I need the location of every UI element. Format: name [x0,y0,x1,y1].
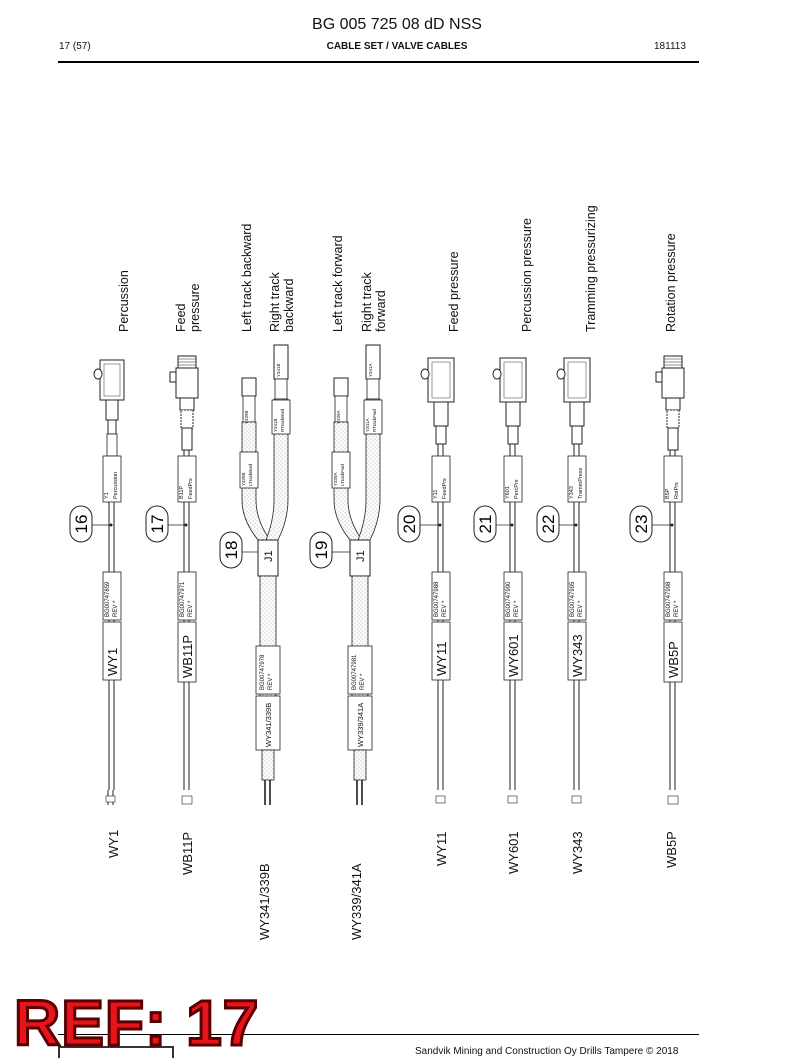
id-label-wy343: WY343 [570,634,585,677]
document-date: 181113 [654,41,686,52]
valve-desc-b11p: FeedPrs [188,478,194,499]
valve-label-y343: Y343 [569,486,575,499]
callout-23-text: 23 [632,514,651,534]
callout-19 [310,532,350,568]
cable-wy343 [557,358,590,803]
valve-label-y339a: Y339A [336,410,341,424]
valve-title-y339a: Y339A [333,472,338,486]
id-label-wy341-339b: WY341/339B [264,702,273,747]
part-no-wy601: BG00747990 [506,581,512,617]
junction-label-19: J1 [355,550,367,562]
valve-label-y601: Y601 [505,486,511,499]
valve-title-y339b: Y339B [241,472,246,486]
callout-23 [630,506,674,542]
part-no-wy1: BG00747859 [105,581,111,617]
valve-desc-y341b: RTrackBwd [280,408,285,432]
valve-label-y339b: Y339B [244,410,249,424]
callout-16 [70,506,113,542]
part-no-wy339-341a: BG00747981 [352,654,358,690]
footer-copyright: Sandvik Mining and Construction Oy Drills Tampere © 2018 [415,1046,679,1057]
valve-desc-y339a: LTrackFwd [340,464,345,486]
function-label-right-track-backward-text: Right track backward [268,272,296,332]
callout-16-text: 16 [72,514,91,534]
rev-wy601: REV * [514,600,520,617]
valve-label-b11p: B11P [179,485,185,499]
function-label-wy1: Percussion [117,270,131,332]
junction-label-18: J1 [263,550,275,562]
bottom-name-wy1: WY1 [106,829,121,858]
valve-desc-y601: PercPrs [514,479,520,499]
valve-desc-y343: TrammPress [578,467,584,499]
id-label-wb11p: WB11P [180,634,195,678]
section-title: CABLE SET / VALVE CABLES [326,41,468,52]
rev-wy341-339b: REV * [268,673,274,690]
function-label-wy11: Feed pressure [447,251,461,332]
bottom-name-wy339-341a: WY339/341A [349,863,364,940]
rev-wb5p: REV * [674,600,680,617]
bottom-name-wb11p: WB11P [180,831,195,875]
page-number: 17 (57) [59,41,91,52]
valve-desc-y11: FeedPrs [442,478,448,499]
valve-label-y11: Y11 [433,489,439,499]
callout-18 [220,532,258,568]
id-label-wy339-341a: WY339/341A [356,702,365,747]
part-no-wy11: BG00747988 [434,581,440,617]
rev-wb11p: REV * [188,600,194,617]
function-label-wy343: Tramming pressurizing [584,205,598,332]
cable-wb11p [170,356,198,804]
bottom-name-wy601: WY601 [506,831,521,874]
rev-wy339-341a: REV * [360,673,366,690]
bottom-name-wy343: WY343 [570,831,585,874]
bottom-name-wy11: WY11 [434,831,449,866]
valve-title-y341b: Y341B [273,418,278,432]
callout-22 [537,506,578,542]
callout-20-text: 20 [400,514,419,534]
function-label-wb11p-text: Feed pressure [174,283,202,332]
cable-wb5p [656,356,684,804]
callout-17-text: 17 [148,514,167,534]
part-no-wb11p: BG00747971 [180,581,186,617]
function-label-wy601: Percussion pressure [520,218,534,332]
valve-label-y341a: Y341A [368,363,373,377]
callout-21 [474,506,514,542]
id-label-wy601: WY601 [506,634,521,677]
function-label-left-track-forward: Left track forward [331,235,345,332]
part-no-wy341-339b: BG00747978 [260,654,266,690]
valve-desc-y339b: LTrackBwd [248,463,253,486]
valve-desc-b5p: RotPrs [674,482,680,499]
callout-18-text: 18 [222,540,241,560]
valve-title-y341a: Y341A [365,418,370,432]
id-label-wy11: WY11 [434,641,449,676]
callout-19-text: 19 [312,540,331,560]
rev-wy11: REV * [442,600,448,617]
rev-wy1: REV * [113,600,119,617]
function-label-left-track-backward: Left track backward [240,223,254,332]
bottom-name-wy341-339b: WY341/339B [257,863,272,940]
bottom-name-wb5p: WB5P [664,831,679,868]
cable-wy601 [493,358,526,803]
part-no-wy343: BG00747995 [570,581,576,617]
callout-22-text: 22 [539,514,558,534]
function-label-wb5p: Rotation pressure [664,233,678,332]
function-label-right-track-forward-text: Right track forward [360,272,388,332]
valve-label-y1: Y1 [104,492,110,499]
valve-label-y341b: Y341B [276,363,281,377]
valve-label-b5p: B5P [665,488,671,499]
part-no-wb5p: BG00747998 [666,581,672,617]
valve-desc-y341a: RTrackFwd [372,409,377,432]
document-title: BG 005 725 08 dD NSS [312,16,482,33]
ref-stamp: REF: 17 [14,987,260,1059]
callout-20 [398,506,442,542]
rev-wy343: REV * [578,600,584,617]
cable-wy11 [421,358,454,803]
id-label-wb5p: WB5P [666,641,681,678]
callout-17 [146,506,188,542]
id-label-wy1: WY1 [105,647,120,676]
callout-21-text: 21 [476,514,495,534]
valve-desc-y1: Percussion [113,471,119,499]
